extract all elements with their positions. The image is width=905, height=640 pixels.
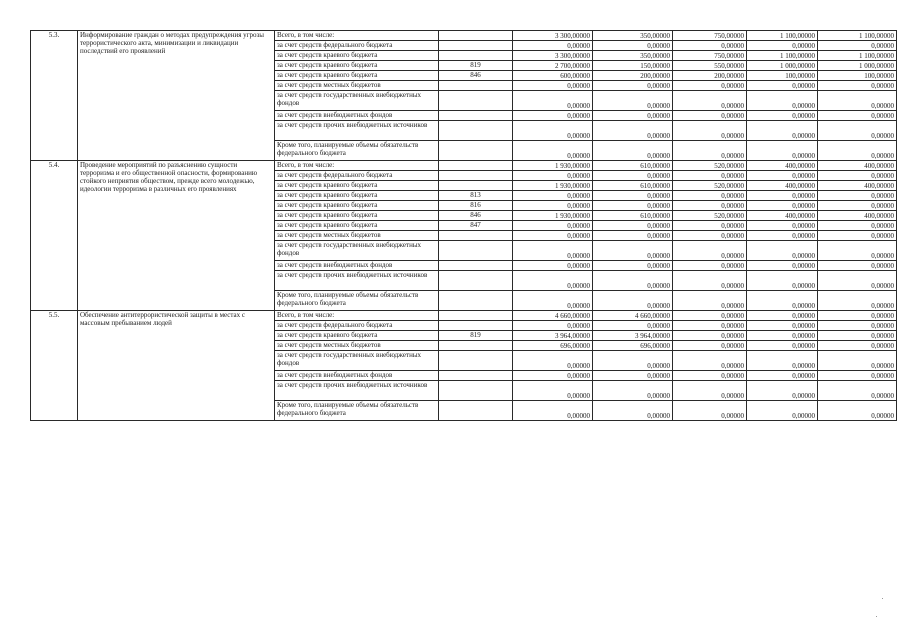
funding-source: за счет средств внебюджетных фондов [275, 371, 439, 381]
amount-year: 0,00000 [747, 121, 818, 141]
amount-year: 520,00000 [673, 161, 747, 171]
amount-year: 550,00000 [673, 61, 747, 71]
amount-year: 0,00000 [673, 41, 747, 51]
amount-year: 0,00000 [747, 191, 818, 201]
amount-year: 0,00000 [818, 401, 897, 421]
amount-year: 400,00000 [818, 161, 897, 171]
amount-year: 0,00000 [818, 81, 897, 91]
budget-code [439, 241, 513, 261]
amount-total: 0,00000 [513, 91, 593, 111]
amount-total: 0,00000 [513, 201, 593, 211]
budget-code [439, 401, 513, 421]
amount-year: 1 100,00000 [818, 51, 897, 61]
amount-year: 0,00000 [818, 331, 897, 341]
budget-code [439, 321, 513, 331]
budget-code [439, 311, 513, 321]
amount-year: 610,00000 [593, 181, 673, 191]
budget-code [439, 291, 513, 311]
budget-code [439, 341, 513, 351]
amount-year: 520,00000 [673, 181, 747, 191]
amount-year: 0,00000 [818, 191, 897, 201]
amount-year: 1 100,00000 [818, 31, 897, 41]
amount-year: 0,00000 [673, 271, 747, 291]
amount-total: 1 930,00000 [513, 161, 593, 171]
amount-year: 0,00000 [673, 111, 747, 121]
funding-source: за счет средств краевого бюджета [275, 211, 439, 221]
amount-total: 3 300,00000 [513, 51, 593, 61]
amount-total: 0,00000 [513, 221, 593, 231]
amount-year: 0,00000 [747, 91, 818, 111]
amount-year: 0,00000 [747, 171, 818, 181]
amount-year: 0,00000 [593, 201, 673, 211]
amount-year: 0,00000 [673, 291, 747, 311]
amount-total: 0,00000 [513, 171, 593, 181]
amount-year: 400,00000 [818, 211, 897, 221]
funding-source: за счет средств государственных внебюджетных фондов [275, 241, 439, 261]
budget-code [439, 111, 513, 121]
amount-year: 150,00000 [593, 61, 673, 71]
funding-source: за счет средств краевого бюджета [275, 51, 439, 61]
amount-year: 0,00000 [673, 221, 747, 231]
amount-year: 400,00000 [747, 161, 818, 171]
amount-total: 1 930,00000 [513, 211, 593, 221]
amount-year: 0,00000 [593, 351, 673, 371]
budget-code: 819 [439, 331, 513, 341]
funding-source: за счет средств краевого бюджета [275, 61, 439, 71]
amount-year: 200,00000 [593, 71, 673, 81]
budget-code [439, 371, 513, 381]
amount-year: 0,00000 [593, 81, 673, 91]
amount-year: 0,00000 [818, 201, 897, 211]
section-index: 5.4. [31, 161, 78, 311]
amount-year: 750,00000 [673, 31, 747, 41]
amount-year: 100,00000 [747, 71, 818, 81]
amount-year: 0,00000 [747, 351, 818, 371]
amount-year: 0,00000 [747, 201, 818, 211]
amount-year: 0,00000 [673, 81, 747, 91]
amount-year: 0,00000 [673, 261, 747, 271]
funding-source: за счет средств краевого бюджета [275, 71, 439, 81]
amount-year: 0,00000 [593, 91, 673, 111]
budget-code [439, 231, 513, 241]
amount-year: 0,00000 [747, 321, 818, 331]
funding-source: за счет средств федерального бюджета [275, 41, 439, 51]
amount-year: 0,00000 [593, 401, 673, 421]
amount-year: 0,00000 [818, 271, 897, 291]
amount-year: 0,00000 [673, 331, 747, 341]
amount-year: 0,00000 [747, 341, 818, 351]
amount-year: 0,00000 [593, 41, 673, 51]
budget-code: 816 [439, 201, 513, 211]
amount-year: 0,00000 [818, 241, 897, 261]
amount-total: 2 700,00000 [513, 61, 593, 71]
budget-code [439, 41, 513, 51]
amount-year: 0,00000 [747, 111, 818, 121]
budget-code: 846 [439, 71, 513, 81]
amount-year: 1 100,00000 [747, 51, 818, 61]
amount-year: 0,00000 [673, 171, 747, 181]
amount-year: 0,00000 [818, 141, 897, 161]
amount-year: 0,00000 [673, 141, 747, 161]
funding-source: за счет средств краевого бюджета [275, 331, 439, 341]
amount-year: 0,00000 [593, 271, 673, 291]
amount-year: 0,00000 [593, 321, 673, 331]
budget-code [439, 141, 513, 161]
amount-year: 0,00000 [673, 121, 747, 141]
funding-source: Кроме того, планируемые объемы обязательств федерального бюджета [275, 291, 439, 311]
amount-total: 0,00000 [513, 371, 593, 381]
funding-source: за счет средств краевого бюджета [275, 191, 439, 201]
budget-table [30, 30, 897, 421]
funding-source: Всего, в том числе: [275, 31, 439, 41]
amount-total: 0,00000 [513, 191, 593, 201]
amount-year: 0,00000 [747, 291, 818, 311]
budget-code [439, 351, 513, 371]
amount-year: 0,00000 [673, 371, 747, 381]
amount-total: 0,00000 [513, 141, 593, 161]
amount-year: 0,00000 [673, 91, 747, 111]
amount-year: 0,00000 [593, 241, 673, 261]
amount-year: 0,00000 [818, 231, 897, 241]
amount-year: 0,00000 [818, 261, 897, 271]
budget-code [439, 271, 513, 291]
funding-source: за счет средств краевого бюджета [275, 181, 439, 191]
amount-total: 0,00000 [513, 351, 593, 371]
amount-year: 200,00000 [673, 71, 747, 81]
budget-code [439, 31, 513, 41]
amount-year: 400,00000 [747, 181, 818, 191]
amount-year: 0,00000 [818, 371, 897, 381]
amount-year: 400,00000 [747, 211, 818, 221]
amount-year: 0,00000 [593, 221, 673, 231]
funding-source: Кроме того, планируемые объемы обязательств федерального бюджета [275, 401, 439, 421]
budget-code: 813 [439, 191, 513, 201]
amount-year: 0,00000 [673, 321, 747, 331]
amount-year: 350,00000 [593, 51, 673, 61]
amount-year: 1 000,00000 [818, 61, 897, 71]
amount-year: 0,00000 [593, 231, 673, 241]
funding-source: Кроме того, планируемые объемы обязательств федерального бюджета [275, 141, 439, 161]
amount-total: 0,00000 [513, 271, 593, 291]
funding-source: за счет средств местных бюджетов [275, 341, 439, 351]
amount-year: 696,00000 [593, 341, 673, 351]
section-index: 5.3. [31, 31, 78, 161]
funding-source: за счет средств местных бюджетов [275, 231, 439, 241]
amount-year: 0,00000 [673, 231, 747, 241]
funding-source: за счет средств прочих внебюджетных источников [275, 121, 439, 141]
amount-year: 0,00000 [593, 121, 673, 141]
budget-code [439, 171, 513, 181]
funding-source: за счет средств прочих внебюджетных источников [275, 381, 439, 401]
table-row [31, 311, 897, 321]
funding-source: за счет средств прочих внебюджетных источников [275, 271, 439, 291]
amount-year: 0,00000 [673, 401, 747, 421]
amount-year: 0,00000 [747, 331, 818, 341]
amount-year: 0,00000 [818, 351, 897, 371]
amount-year: 1 000,00000 [747, 61, 818, 71]
amount-total: 696,00000 [513, 341, 593, 351]
amount-year: 610,00000 [593, 161, 673, 171]
amount-year: 0,00000 [818, 291, 897, 311]
amount-year: 0,00000 [747, 401, 818, 421]
amount-total: 0,00000 [513, 261, 593, 271]
amount-year: 0,00000 [747, 381, 818, 401]
amount-total: 3 300,00000 [513, 31, 593, 41]
amount-year: 0,00000 [747, 141, 818, 161]
amount-year: 3 964,00000 [593, 331, 673, 341]
section-title: Информирование граждан о методах предупреждения угрозы террористического акта, минимизации и ликвидации последствий его проявлений [78, 31, 275, 161]
amount-year: 0,00000 [593, 381, 673, 401]
amount-year: 0,00000 [747, 221, 818, 231]
amount-total: 0,00000 [513, 41, 593, 51]
budget-code: 846 [439, 211, 513, 221]
scan-speck [876, 616, 877, 617]
amount-year: 0,00000 [818, 41, 897, 51]
budget-code [439, 91, 513, 111]
table-row [31, 161, 897, 171]
amount-year: 0,00000 [747, 371, 818, 381]
funding-source: за счет средств государственных внебюджетных фондов [275, 91, 439, 111]
amount-total: 0,00000 [513, 291, 593, 311]
section-title: Обеспечение антитеррористической защиты в местах с массовым пребыванием людей [78, 311, 275, 421]
funding-source: за счет средств федерального бюджета [275, 321, 439, 331]
amount-year: 0,00000 [673, 341, 747, 351]
amount-total: 0,00000 [513, 111, 593, 121]
budget-code [439, 261, 513, 271]
budget-code [439, 181, 513, 191]
amount-year: 0,00000 [747, 271, 818, 291]
amount-year: 0,00000 [747, 311, 818, 321]
amount-year: 0,00000 [818, 111, 897, 121]
budget-code [439, 161, 513, 171]
funding-source: за счет средств внебюджетных фондов [275, 111, 439, 121]
funding-source: за счет средств местных бюджетов [275, 81, 439, 91]
amount-year: 0,00000 [593, 141, 673, 161]
amount-total: 600,00000 [513, 71, 593, 81]
amount-year: 0,00000 [818, 341, 897, 351]
amount-year: 0,00000 [818, 311, 897, 321]
amount-total: 0,00000 [513, 381, 593, 401]
amount-year: 0,00000 [818, 91, 897, 111]
amount-year: 0,00000 [673, 351, 747, 371]
budget-code [439, 81, 513, 91]
amount-year: 0,00000 [818, 121, 897, 141]
amount-total: 0,00000 [513, 231, 593, 241]
amount-year: 0,00000 [747, 231, 818, 241]
amount-year: 0,00000 [818, 171, 897, 181]
budget-code: 847 [439, 221, 513, 231]
amount-total: 4 660,00000 [513, 311, 593, 321]
amount-year: 0,00000 [673, 201, 747, 211]
amount-year: 0,00000 [747, 41, 818, 51]
amount-year: 0,00000 [818, 381, 897, 401]
funding-source: за счет средств краевого бюджета [275, 221, 439, 231]
amount-year: 520,00000 [673, 211, 747, 221]
funding-source: за счет средств внебюджетных фондов [275, 261, 439, 271]
amount-year: 750,00000 [673, 51, 747, 61]
funding-source: за счет средств государственных внебюджетных фондов [275, 351, 439, 371]
amount-total: 0,00000 [513, 81, 593, 91]
amount-year: 0,00000 [673, 191, 747, 201]
amount-year: 0,00000 [593, 261, 673, 271]
amount-year: 0,00000 [747, 81, 818, 91]
section-index: 5.5. [31, 311, 78, 421]
amount-year: 400,00000 [818, 181, 897, 191]
amount-total: 0,00000 [513, 121, 593, 141]
amount-year: 610,00000 [593, 211, 673, 221]
amount-year: 0,00000 [593, 111, 673, 121]
amount-total: 3 964,00000 [513, 331, 593, 341]
budget-code [439, 381, 513, 401]
amount-year: 4 660,00000 [593, 311, 673, 321]
amount-total: 0,00000 [513, 321, 593, 331]
amount-year: 1 100,00000 [747, 31, 818, 41]
table-row [31, 31, 897, 41]
amount-year: 0,00000 [593, 371, 673, 381]
budget-code [439, 51, 513, 61]
budget-code: 819 [439, 61, 513, 71]
amount-year: 0,00000 [673, 381, 747, 401]
amount-year: 0,00000 [747, 241, 818, 261]
amount-year: 350,00000 [593, 31, 673, 41]
amount-year: 0,00000 [593, 291, 673, 311]
funding-source: Всего, в том числе: [275, 161, 439, 171]
amount-year: 0,00000 [818, 221, 897, 231]
funding-source: за счет средств краевого бюджета [275, 201, 439, 211]
funding-source: за счет средств федерального бюджета [275, 171, 439, 181]
amount-total: 0,00000 [513, 241, 593, 261]
amount-year: 0,00000 [593, 191, 673, 201]
amount-year: 0,00000 [747, 261, 818, 271]
funding-source: Всего, в том числе: [275, 311, 439, 321]
amount-year: 0,00000 [673, 311, 747, 321]
amount-year: 0,00000 [818, 321, 897, 331]
section-title: Проведение мероприятий по разъяснению сущности терроризма и его общественной опасности, формированию стойкого неприятия обществом, прежде всего молодежью, идеологии терроризма в различных его проявлениях [78, 161, 275, 311]
scan-speck [882, 598, 883, 599]
amount-year: 0,00000 [673, 241, 747, 261]
amount-year: 0,00000 [593, 171, 673, 181]
budget-code [439, 121, 513, 141]
amount-total: 1 930,00000 [513, 181, 593, 191]
amount-total: 0,00000 [513, 401, 593, 421]
amount-year: 100,00000 [818, 71, 897, 81]
